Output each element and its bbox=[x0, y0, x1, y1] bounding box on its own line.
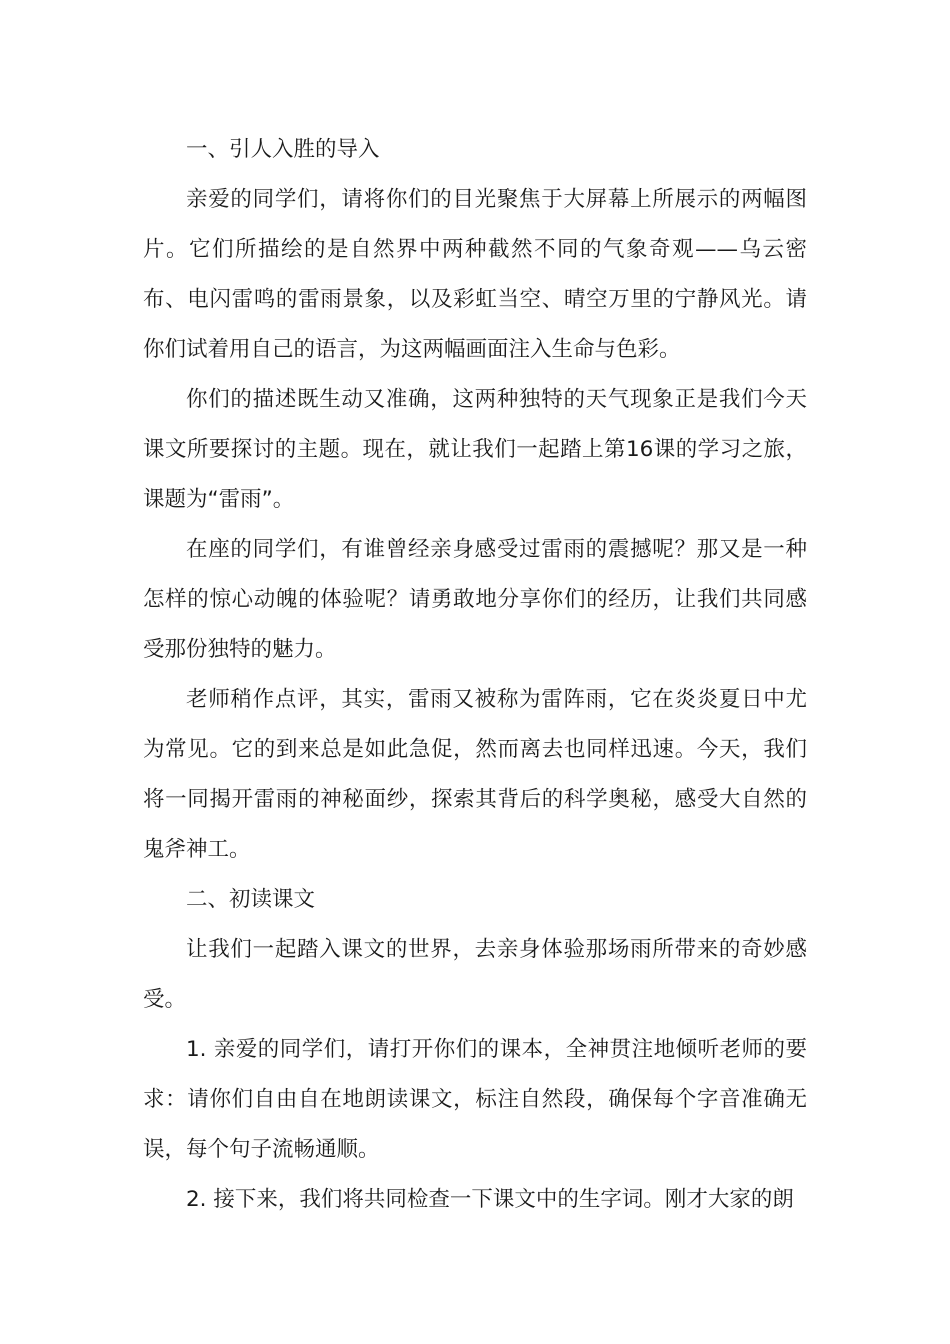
list-item: 1. 亲爱的同学们，请打开你们的课本，全神贯注地倾听老师的要求：请你们自由自在地朗读课文，标注自然段，确保每个字音准确无误，每个句子流畅通顺。 bbox=[143, 1037, 807, 1162]
paragraph: 在座的同学们，有谁曾经亲身感受过雷雨的震撼呢？那又是一种怎样的惊心动魄的体验呢？请勇敢地分享你们的经历，让我们共同感受那份独特的魅力。 bbox=[143, 537, 807, 662]
paragraph: 让我们一起踏入课文的世界，去亲身体验那场雨所带来的奇妙感受。 bbox=[143, 937, 807, 1012]
section-heading-first-reading: 二、初读课文 bbox=[186, 887, 316, 912]
document-body bbox=[143, 125, 807, 1225]
paragraph: 亲爱的同学们，请将你们的目光聚焦于大屏幕上所展示的两幅图片。它们所描绘的是自然界中两种截然不同的气象奇观——乌云密布、电闪雷鸣的雷雨景象，以及彩虹当空、晴空万里的宁静风光。请你们试着用自己的语言，为这两幅画面注入生命与色彩。 bbox=[143, 187, 807, 362]
paragraph: 老师稍作点评，其实，雷雨又被称为雷阵雨，它在炎炎夏日中尤为常见。它的到来总是如此急促，然而离去也同样迅速。今天，我们将一同揭开雷雨的神秘面纱，探索其背后的科学奥秘，感受大自然的鬼斧神工。 bbox=[143, 687, 807, 862]
list-item: 2. 接下来，我们将共同检查一下课文中的生字词。刚才大家的朗 bbox=[186, 1187, 794, 1212]
section-heading-intro: 一、引人入胜的导入 bbox=[186, 137, 380, 162]
paragraph: 你们的描述既生动又准确，这两种独特的天气现象正是我们今天课文所要探讨的主题。现在，就让我们一起踏上第16课的学习之旅，课题为“雷雨”。 bbox=[143, 387, 807, 512]
